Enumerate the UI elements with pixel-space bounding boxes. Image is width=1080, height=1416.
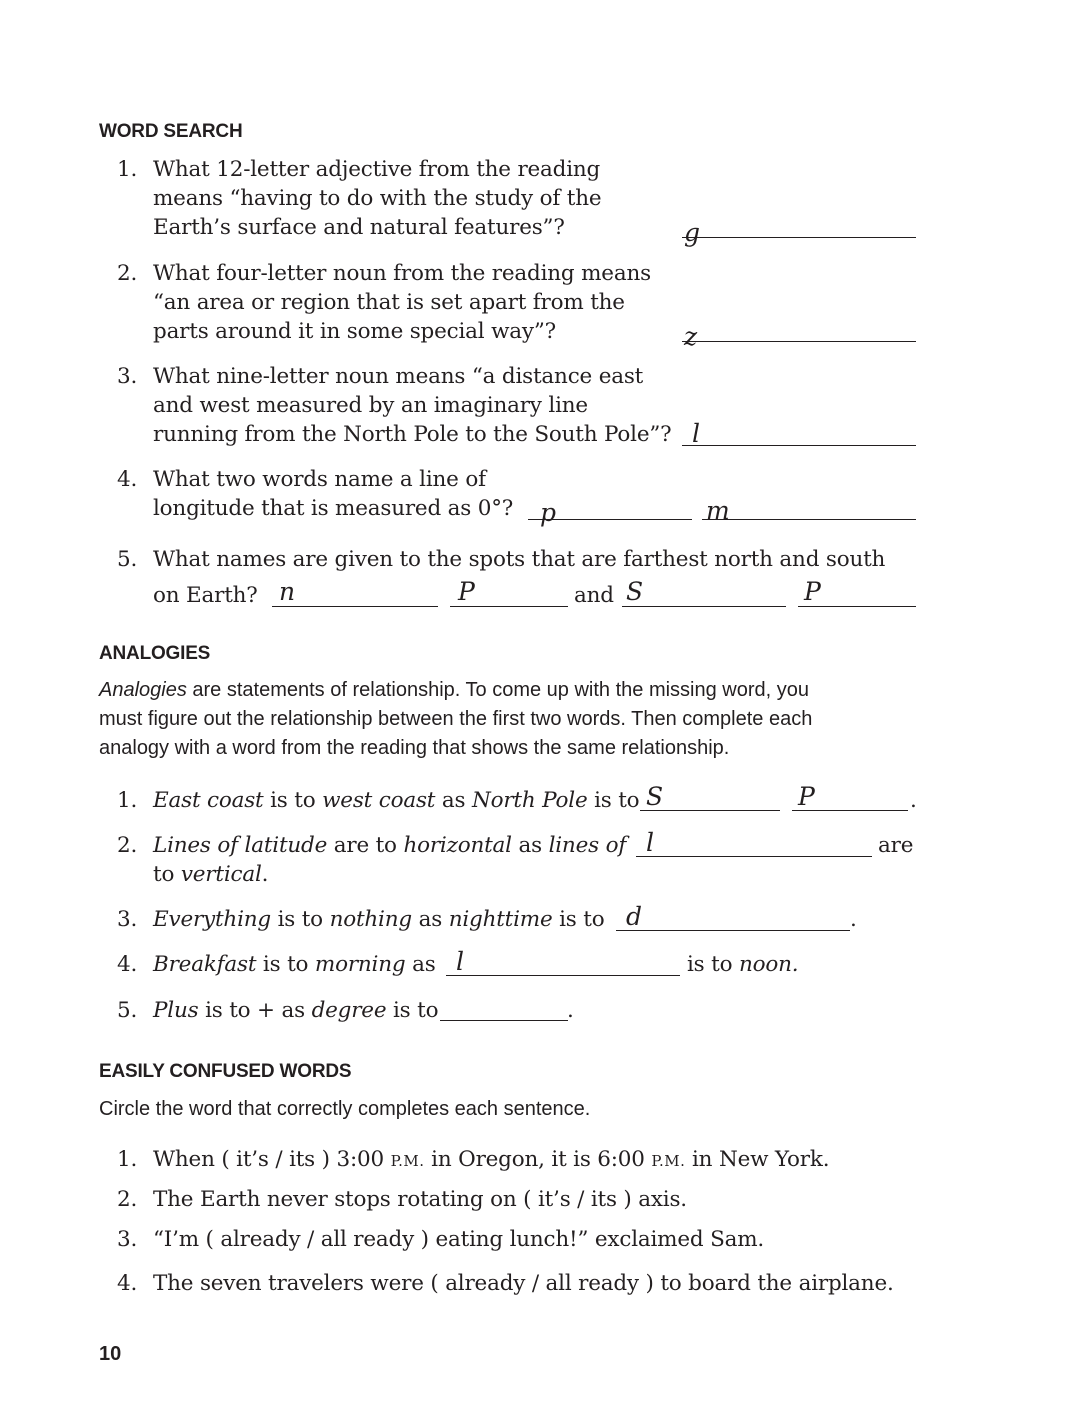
question-number: 1. xyxy=(117,157,138,182)
answer-hint-letter: d xyxy=(626,902,642,931)
sentence-number: 4. xyxy=(117,1271,138,1296)
sentence-period: . xyxy=(567,998,574,1023)
analogy-text: is to xyxy=(587,788,640,813)
section-heading-word-search: WORD SEARCH xyxy=(99,121,243,142)
sentence-text[interactable]: When ( it’s / its ) 3:00 xyxy=(153,1147,391,1172)
question-number: 3. xyxy=(117,364,138,389)
analogy-term: Everything xyxy=(153,907,271,932)
question-text: What 12-letter adjective from the reading xyxy=(153,157,601,182)
answer-blank[interactable] xyxy=(792,810,908,811)
answer-blank[interactable] xyxy=(446,975,680,976)
section-heading-analogies: ANALOGIES xyxy=(99,643,211,664)
answer-hint-letter: z xyxy=(684,322,697,351)
analogy-text: is to xyxy=(552,907,605,932)
analogy-text: is to xyxy=(256,952,315,977)
conjunction-text: and xyxy=(574,583,614,608)
answer-blank[interactable] xyxy=(272,606,438,607)
question-text: parts around it in some special way”? xyxy=(153,319,556,344)
answer-hint-letter: g xyxy=(684,218,700,247)
sentence-period: . xyxy=(261,862,269,887)
answer-hint-letter: S xyxy=(646,782,663,811)
analogy-term: North Pole xyxy=(471,788,588,813)
analogy-text: to xyxy=(153,862,181,887)
question-text: What names are given to the spots that are farthest north and south xyxy=(153,547,886,572)
analogy-term: lines of xyxy=(548,833,627,858)
answer-hint-letter: p xyxy=(540,498,556,527)
answer-blank[interactable] xyxy=(682,237,916,238)
analogy-text: is to xyxy=(687,952,739,977)
answer-blank[interactable] xyxy=(636,856,872,857)
analogy-term: vertical xyxy=(180,862,262,887)
answer-blank[interactable] xyxy=(682,341,916,342)
answer-hint-letter: n xyxy=(279,577,295,606)
time-abbrev: P.M. xyxy=(390,1152,425,1170)
confused-instructions: Circle the word that correctly completes each sentence. xyxy=(99,1098,591,1120)
analogy-text: as xyxy=(405,952,436,977)
analogy-term: Plus xyxy=(153,998,199,1023)
sentence-text[interactable]: The seven travelers were ( already / all ready ) to board the airplane. xyxy=(153,1271,894,1296)
question-number: 2. xyxy=(117,261,138,286)
section-heading-easily-confused-words: EASILY CONFUSED WORDS xyxy=(99,1061,352,1082)
analogy-text: is to xyxy=(386,998,439,1023)
analogy-number: 2. xyxy=(117,833,138,858)
answer-blank[interactable] xyxy=(440,1020,568,1021)
answer-blank[interactable] xyxy=(682,445,916,446)
sentence-number: 2. xyxy=(117,1187,138,1212)
analogy-term: morning xyxy=(314,952,406,977)
analogy-text: is to xyxy=(263,788,323,813)
question-text: What four-letter noun from the reading means xyxy=(153,261,651,286)
instructions-text: analogy with a word from the reading that shows the same relationship. xyxy=(99,737,730,759)
analogy-term: Breakfast xyxy=(153,952,257,977)
analogy-text: as xyxy=(411,907,449,932)
analogy-term: Lines of latitude xyxy=(153,833,328,858)
answer-blank[interactable] xyxy=(622,606,786,607)
analogy-term: East coast xyxy=(153,788,264,813)
page-number: 10 xyxy=(99,1343,122,1365)
term-analogies: Analogies xyxy=(99,679,187,701)
answer-hint-letter: P xyxy=(798,782,815,811)
answer-hint-letter: P xyxy=(804,577,821,606)
instructions-text: must figure out the relationship between the first two words. Then complete each xyxy=(99,708,813,730)
analogy-number: 5. xyxy=(117,998,138,1023)
answer-hint-letter: l xyxy=(456,947,464,976)
analogy-text: are xyxy=(878,833,914,858)
question-text: What two words name a line of xyxy=(153,467,486,492)
sentence-text[interactable]: “I’m ( already / all ready ) eating lunch!” exclaimed Sam. xyxy=(153,1227,765,1252)
sentence-text[interactable]: The Earth never stops rotating on ( it’s / its ) axis. xyxy=(153,1187,687,1212)
analogy-term: horizontal xyxy=(403,833,512,858)
question-text: running from the North Pole to the South Pole”? xyxy=(153,422,672,447)
analogy-text: as xyxy=(435,788,472,813)
question-text: What nine-letter noun means “a distance east xyxy=(153,364,644,389)
question-text: longitude that is measured as 0°? xyxy=(153,496,514,521)
sentence-period: . xyxy=(910,788,917,813)
analogy-text: are to xyxy=(327,833,404,858)
analogy-number: 3. xyxy=(117,907,138,932)
analogy-term: nothing xyxy=(329,907,412,932)
answer-blank[interactable] xyxy=(450,606,568,607)
sentence-number: 1. xyxy=(117,1147,138,1172)
answer-blank[interactable] xyxy=(702,519,916,520)
analogy-term: west coast xyxy=(322,788,436,813)
question-number: 4. xyxy=(117,467,138,492)
instructions-text: are statements of relationship. To come up with the missing word, you xyxy=(186,679,810,701)
answer-hint-letter: m xyxy=(706,496,730,525)
answer-hint-letter: P xyxy=(458,577,475,606)
analogy-text: is to + as xyxy=(198,998,312,1023)
analogy-term: noon. xyxy=(738,952,799,977)
answer-blank[interactable] xyxy=(798,606,916,607)
question-number: 5. xyxy=(117,547,138,572)
answer-blank[interactable] xyxy=(640,810,780,811)
time-abbrev: P.M. xyxy=(651,1152,686,1170)
analogy-number: 1. xyxy=(117,788,138,813)
question-text: and west measured by an imaginary line xyxy=(153,393,588,418)
analogy-term: degree xyxy=(311,998,387,1023)
sentence-period: . xyxy=(850,907,857,932)
analogy-number: 4. xyxy=(117,952,138,977)
question-text: on Earth? xyxy=(153,583,258,608)
sentence-text: in Oregon, it is 6:00 xyxy=(424,1147,652,1172)
analogy-text: is to xyxy=(270,907,330,932)
answer-blank[interactable] xyxy=(616,930,850,931)
sentence-text: in New York. xyxy=(685,1147,830,1172)
analogy-text: as xyxy=(511,833,549,858)
question-text: means “having to do with the study of the xyxy=(153,186,602,211)
question-text: Earth’s surface and natural features”? xyxy=(153,215,565,240)
sentence-number: 3. xyxy=(117,1227,138,1252)
answer-blank[interactable] xyxy=(528,519,692,520)
answer-hint-letter: l xyxy=(646,828,654,857)
answer-hint-letter: l xyxy=(692,419,700,448)
question-text: “an area or region that is set apart from the xyxy=(153,290,625,315)
analogy-term: nighttime xyxy=(448,907,553,932)
answer-hint-letter: S xyxy=(626,577,643,606)
